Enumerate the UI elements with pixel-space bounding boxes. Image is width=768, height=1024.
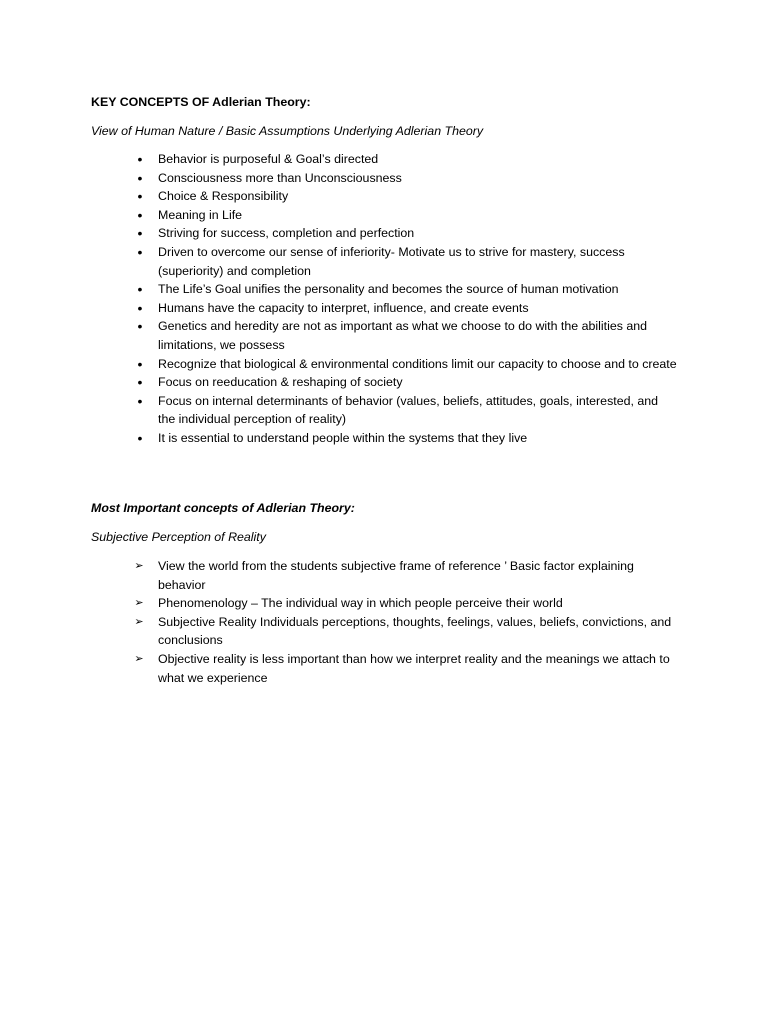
list-item-text: View the world from the students subjective frame of reference ’ Basic factor explaining behavior <box>158 559 634 592</box>
assumption-item <box>0 373 678 392</box>
bullet-icon: • <box>137 169 143 186</box>
key-concepts-heading: KEY CONCEPTS OF Adlerian Theory: <box>91 95 311 109</box>
list-item-text: Choice & Responsibility <box>158 189 289 204</box>
human-nature-subheading: View of Human Nature / Basic Assumptions Underlying Adlerian Theory <box>91 124 484 138</box>
bullet-icon: • <box>137 243 143 260</box>
concept-item <box>0 613 678 650</box>
list-item-text: Meaning in Life <box>158 207 243 222</box>
list-item-text: Behavior is purposeful & Goal’s directed <box>158 152 379 166</box>
bullet-icon: • <box>137 299 143 316</box>
list-item-text: The Life’s Goal unifies the personality and becomes the source of human motivation <box>158 282 619 297</box>
assumption-item <box>0 280 678 299</box>
bullet-icon: • <box>137 281 143 298</box>
concepts-list <box>0 557 678 687</box>
bullet-icon: • <box>137 225 143 242</box>
bullet-icon: • <box>137 429 143 446</box>
assumption-item <box>0 224 678 243</box>
list-item-text: Recognize that biological & environmental conditions limit our capacity to choose and to create <box>158 356 677 371</box>
list-item-text: Focus on internal determinants of behavior (values, beliefs, attitudes, goals, interested, and the individual perception of reality) <box>158 393 659 427</box>
assumption-item <box>0 317 678 354</box>
assumption-item <box>0 392 678 429</box>
list-item-text: Subjective Reality Individuals perceptions, thoughts, feelings, values, beliefs, convictions, and conclusions <box>158 614 672 648</box>
assumption-item <box>0 206 678 225</box>
assumption-item <box>0 243 678 280</box>
assumptions-list <box>0 150 678 448</box>
list-item-text: Driven to overcome our sense of inferiority- Motivate us to strive for mastery, success (superiority) and completion <box>158 244 625 278</box>
bullet-icon: • <box>137 151 143 167</box>
list-item-text: It is essential to understand people within the systems that they live <box>158 430 528 445</box>
assumption-item <box>0 355 678 374</box>
bullet-icon: • <box>137 318 143 335</box>
assumption-item <box>0 299 678 318</box>
concept-item <box>0 594 678 613</box>
concept-item <box>0 650 678 687</box>
bullet-icon: • <box>137 392 143 409</box>
assumption-item <box>0 150 678 169</box>
assumption-item <box>0 429 678 448</box>
bullet-icon: • <box>137 188 143 205</box>
list-item-text: Striving for success, completion and perfection <box>158 226 415 241</box>
bullet-icon: • <box>137 355 143 372</box>
list-item-text: Objective reality is less important than how we interpret reality and the meanings we attach to what we experience <box>158 651 670 685</box>
subjective-perception-subheading: Subjective Perception of Reality <box>91 530 266 544</box>
concept-item <box>0 557 678 594</box>
arrow-bullet-icon: ➢ <box>134 652 144 665</box>
arrow-bullet-icon: ➢ <box>134 597 144 610</box>
list-item-text: Focus on reeducation & reshaping of society <box>158 375 403 390</box>
assumption-item <box>0 169 678 188</box>
list-item-text: Consciousness more than Unconsciousness <box>158 170 402 185</box>
arrow-bullet-icon: ➢ <box>134 560 144 572</box>
important-concepts-heading: Most Important concepts of Adlerian Theory: <box>91 501 355 515</box>
list-item-text: Humans have the capacity to interpret, influence, and create events <box>158 300 529 315</box>
assumption-item <box>0 187 678 206</box>
arrow-bullet-icon: ➢ <box>134 615 144 628</box>
bullet-icon: • <box>137 374 143 391</box>
bullet-icon: • <box>137 206 143 223</box>
list-item-text: Genetics and heredity are not as important as what we choose to do with the abilities and limitations, we possess <box>158 319 648 352</box>
list-item-text: Phenomenology – The individual way in which people perceive their world <box>158 596 563 611</box>
